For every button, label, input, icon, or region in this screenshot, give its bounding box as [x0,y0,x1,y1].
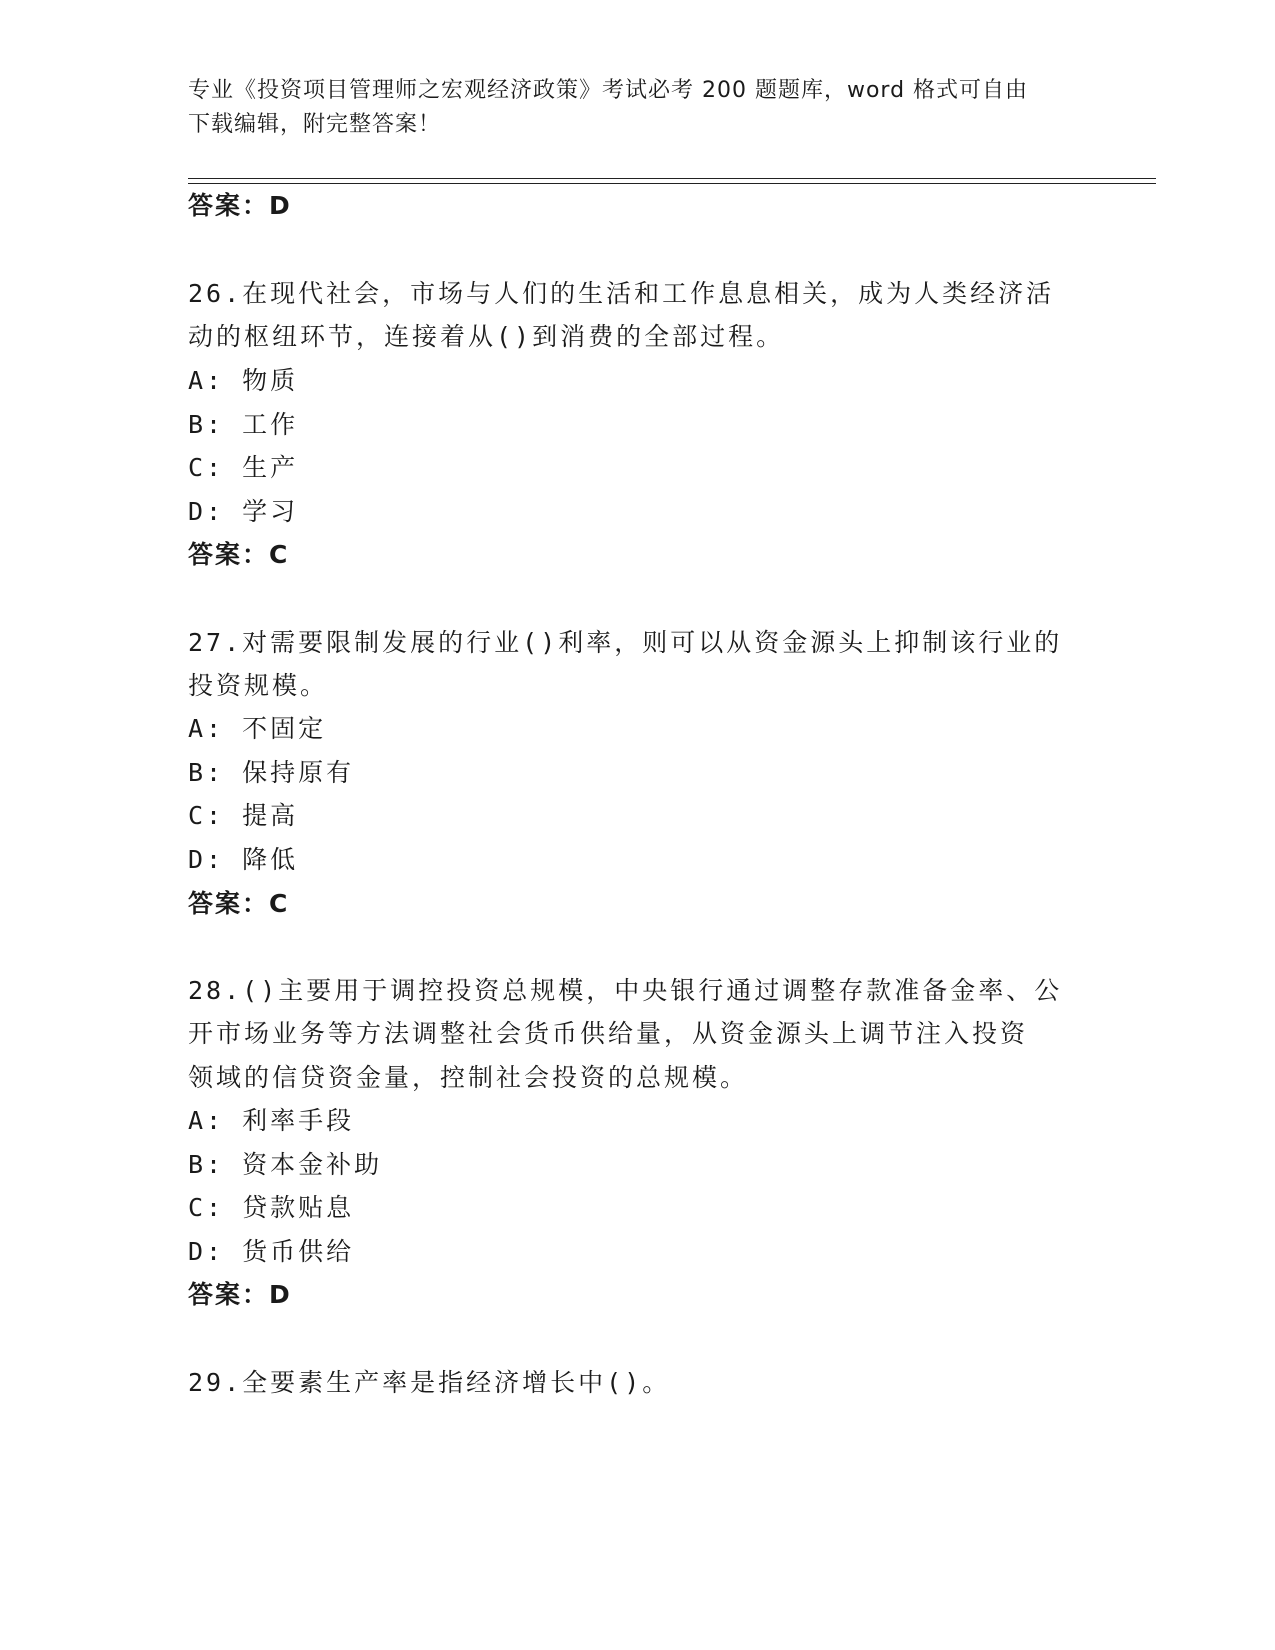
question-27-option-a: A: 不固定 [188,714,327,743]
question-27-option-d: D: 降低 [188,845,299,874]
question-28-option-a: A: 利率手段 [188,1106,355,1135]
question-27-option-b: B: 保持原有 [188,758,355,787]
question-26-option-c: C: 生产 [188,453,299,482]
answer-q27: 答案：C [188,889,290,918]
question-27-option-c: C: 提高 [188,801,299,830]
header-divider [188,178,1156,184]
question-27-line-2: 投资规模。 [188,671,329,700]
question-26-option-d: D: 学习 [188,497,299,526]
question-26-option-b: B: 工作 [188,410,299,439]
question-26-line-1: 26.在现代社会，市场与人们的生活和工作息息相关，成为人类经济活 [188,279,1055,308]
question-28-option-c: C: 贷款贴息 [188,1193,355,1222]
question-28-line-1: 28.()主要用于调控投资总规模，中央银行通过调整存款准备金率、公 [188,976,1063,1005]
question-28-line-3: 领域的信贷资金量，控制社会投资的总规模。 [188,1063,749,1092]
question-28-line-2: 开市场业务等方法调整社会货币供给量，从资金源头上调节注入投资 [188,1019,1029,1048]
header-line-2: 下载编辑，附完整答案！ [188,112,442,137]
question-27-line-1: 27.对需要限制发展的行业()利率，则可以从资金源头上抑制该行业的 [188,628,1063,657]
question-26-line-2: 动的枢纽环节，连接着从()到消费的全部过程。 [188,322,785,351]
question-28-option-d: D: 货币供给 [188,1237,355,1266]
question-28-option-b: B: 资本金补助 [188,1150,383,1179]
question-26-option-a: A: 物质 [188,366,299,395]
answer-q26: 答案：C [188,540,290,569]
header-line-1: 专业《投资项目管理师之宏观经济政策》考试必考 200 题题库，word 格式可自由 [188,78,1029,103]
question-29-line-1: 29.全要素生产率是指经济增长中()。 [188,1368,671,1397]
answer-q28: 答案：D [188,1280,292,1309]
answer-q25: 答案：D [188,191,292,220]
page-header [188,74,1088,142]
